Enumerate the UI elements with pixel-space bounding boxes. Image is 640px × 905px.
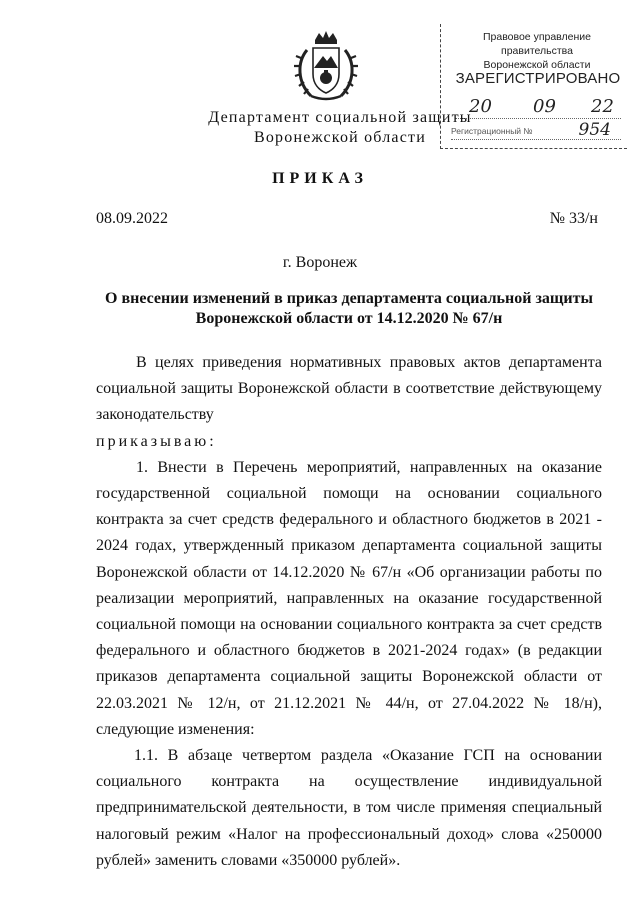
orders-paragraph: приказываю: <box>96 432 217 450</box>
stamp-month: 09 <box>533 96 556 117</box>
document-city: г. Воронеж <box>282 254 358 271</box>
stamp-reg-number: 954 <box>578 120 611 140</box>
stamp-year: 22 <box>591 96 614 117</box>
stamp-reg-label: Регистрационный № <box>451 126 533 136</box>
preamble-paragraph: В целях приведения нормативных правовых актов департамента социальной защиты Воронежской области в соответствие действующему законодательству <box>96 354 602 424</box>
document-date: 08.09.2022 <box>96 210 168 227</box>
document-body <box>96 350 602 874</box>
document-type: ПРИКАЗ <box>272 170 368 187</box>
document-subject: О внесении изменений в приказ департамента социальной защиты Воронежской области от 14.12.2020 № 67/н <box>105 290 593 327</box>
stamp-organization <box>451 30 623 72</box>
department-line2: Воронежской области <box>253 129 426 146</box>
stamp-registered-label: ЗАРЕГИСТРИРОВАНО <box>455 70 621 87</box>
department-line1: Департамент социальной защиты <box>208 109 472 126</box>
document-number: № 33/н <box>549 210 598 227</box>
item-1-1-paragraph: 1.1. В абзаце четвертом раздела «Оказание ГСП на основании социального контракта на осуществление индивидуальной предпринимательской деятельности, в том числе применяя специальный налоговый режим «Налог на профессиональный доход» слова «250000 рублей» заменить словами «350000 рублей». <box>96 747 602 869</box>
stamp-day: 20 <box>469 96 492 117</box>
item-1-paragraph: 1. Внести в Перечень мероприятий, направленных на оказание государственной социальной помощи на основании социального контракта за счет средств федерального и областного бюджетов в 2021 - 2024 годах, утвержденный приказом департамента социальной защиты Воронежской области от 14.12.2020 № 67/н «Об организации работы по реализации мероприятий, направленных на оказание государственной социальной помощи на основании социального контракта за счет средств федерального и областного бюджетов в 2021-2024 годах» (в редакции приказов департамента социальной защиты Воронежской области от 22.03.2021 № 12/н, от 21.12.2021 № 44/н, от 27.04.2022 № 18/н), следующие изменения: <box>96 458 602 738</box>
stamp-org-line1: Правовое управление правительства <box>482 31 591 57</box>
stamp-org-line2: Воронежской области <box>483 59 591 71</box>
department-name <box>200 108 480 148</box>
coat-of-arms-icon <box>293 30 359 104</box>
